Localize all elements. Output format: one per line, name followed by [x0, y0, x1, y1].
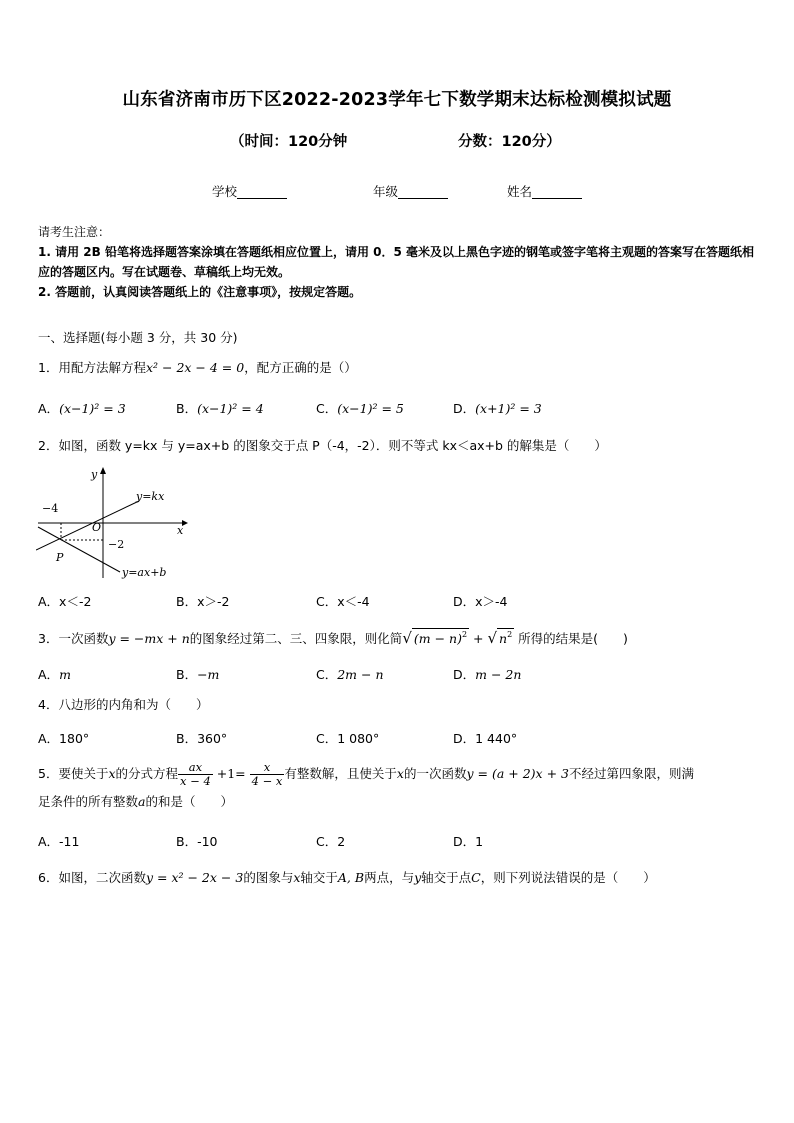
name-field[interactable]: [507, 182, 582, 200]
option-expr: (x−1)² = 3: [59, 401, 126, 416]
label-yaxb: y=ax+b: [122, 566, 167, 579]
q1-option-a[interactable]: [38, 399, 126, 417]
option-letter: C．: [316, 401, 338, 416]
notice-block: [38, 222, 760, 302]
q5-t3: 有整数解，且使关于: [284, 766, 397, 781]
school-label: 学校: [212, 184, 238, 199]
option-expr: (x+1)² = 3: [475, 401, 542, 416]
option-expr: (x−1)² = 4: [197, 401, 264, 416]
name-label: 姓名: [507, 184, 533, 199]
label-origin: O: [92, 521, 102, 534]
label-minus4: −4: [42, 502, 59, 515]
q6-t3: 轴交于: [300, 870, 338, 885]
notice-item-2: 2. 答题前，认真阅读答题纸上的《注意事项》，按规定答题。: [38, 285, 362, 299]
option-letter: D．: [453, 667, 476, 682]
q4-option-c[interactable]: C．1 080°: [316, 731, 380, 746]
y-axis-arrow: [100, 467, 106, 474]
q3-option-d[interactable]: [453, 665, 521, 683]
option-letter: D．: [453, 401, 476, 416]
q5-t4: 的一次函数: [403, 766, 467, 781]
question-2: 2．如图，函数 y=kx 与 y=ax+b 的图象交于点 P（-4，-2）．则不等式 kx＜ax+b 的解集是（ ）: [38, 438, 607, 453]
q2-option-a[interactable]: A．x＜-2: [38, 594, 92, 609]
q6-function: y = x² − 2x − 3: [145, 870, 244, 885]
q3-mid: 的图象经过第二、三、四象限，则化简: [189, 631, 403, 646]
q1-option-b[interactable]: [176, 399, 264, 417]
q1-option-d[interactable]: [453, 399, 542, 417]
q6-t1: 6．如图，二次函数: [38, 870, 146, 885]
q3-function: y = −mx + n: [108, 631, 190, 646]
exam-time: （时间：120分钟: [230, 134, 348, 150]
option-expr: −m: [197, 667, 220, 682]
section-heading: 一、选择题(每小题 3 分，共 30 分): [38, 330, 238, 345]
question-6: 6．如图，二次函数y = x² − 2x − 3的图象与x轴交于A, B两点，与y轴交于点C，则下列说法错误的是（ ）: [38, 870, 656, 885]
q3-radical: √ $(m - n)^2$ + √ $n^2$: [402, 629, 513, 647]
option-expr: 2m − n: [337, 667, 384, 682]
q1-option-c[interactable]: [316, 399, 404, 417]
q5-t5: 不经过第四象限，则满: [568, 766, 694, 781]
label-y: y: [91, 468, 98, 481]
q1-post: ，配方正确的是（）: [244, 360, 357, 375]
label-minus2: −2: [108, 538, 125, 551]
q6-t2: 的图象与: [243, 870, 294, 885]
label-p: P: [56, 551, 64, 564]
question-1: [38, 358, 760, 378]
q2-figure: [36, 464, 196, 582]
q5-option-b[interactable]: B．-10: [176, 834, 218, 849]
q3-option-a[interactable]: [38, 665, 71, 683]
school-field[interactable]: [212, 182, 287, 200]
q3-option-b[interactable]: [176, 665, 219, 683]
q5-option-a[interactable]: A．-11: [38, 834, 80, 849]
name-blank[interactable]: [532, 185, 582, 199]
q4-option-a[interactable]: A．180°: [38, 731, 90, 746]
option-letter: A．: [38, 667, 60, 682]
exam-score: 分数：120分）: [458, 134, 561, 150]
q6-t5: 轴交于点: [421, 870, 472, 885]
option-letter: A．: [38, 401, 60, 416]
q4-option-d[interactable]: D．1 440°: [453, 731, 518, 746]
q2-option-d[interactable]: D．x＞-4: [453, 594, 508, 609]
q3-option-c[interactable]: [316, 665, 384, 683]
notice-item-1: 1. 请用 2B 铅笔将选择题答案涂填在答题纸相应位置上，请用 0．5 毫米及以上黑色字迹的钢笔或签字笔将主观题的答案写在答题纸相应的答题区内。写在试题卷、草稿纸上均无效。: [38, 245, 754, 279]
school-blank[interactable]: [237, 185, 287, 199]
grade-label: 年级: [373, 184, 399, 199]
grade-field[interactable]: [373, 182, 448, 200]
option-letter: B．: [176, 401, 198, 416]
q1-pre: 1．用配方法解方程: [38, 360, 146, 375]
q6-t6: ，则下列说法错误的是（ ）: [480, 870, 656, 885]
question-4: 4．八边形的内角和为（ ）: [38, 697, 209, 712]
question-3: [38, 628, 760, 649]
q2-option-c[interactable]: C．x＜-4: [316, 594, 370, 609]
q5-option-c[interactable]: C．2: [316, 834, 346, 849]
q5-t1: 5．要使关于: [38, 766, 109, 781]
option-expr: m: [59, 667, 71, 682]
q6-t4: 两点，与: [364, 870, 415, 885]
exam-title: 山东省济南市历下区2022-2023学年七下数学期末达标检测模拟试题: [122, 90, 672, 110]
option-expr: m − 2n: [475, 667, 522, 682]
label-x: x: [177, 524, 184, 537]
q3-post: 所得的结果是( ): [518, 631, 628, 646]
q4-option-b[interactable]: B．360°: [176, 731, 228, 746]
q5-option-d[interactable]: D．1: [453, 834, 484, 849]
option-letter: C．: [316, 667, 338, 682]
label-ykx: y=kx: [136, 490, 165, 503]
notice-heading: 请考生注意：: [38, 225, 111, 239]
q5-t2: 的分式方程: [115, 766, 179, 781]
q5-equation: $\frac{ax}{x - 4}$ +1= $\frac{x}{4 - x}$: [180, 760, 283, 788]
grade-blank[interactable]: [398, 185, 448, 199]
option-letter: B．: [176, 667, 198, 682]
q2-option-b[interactable]: B．x＞-2: [176, 594, 230, 609]
q5-function: y = (a + 2)x + 3: [466, 766, 569, 781]
question-5: 5．要使关于x的分式方程 $\frac{ax}{x - 4}$ +1= $\frac{x}{4 - x}$ 有整数解，且使关于x的一次函数y = (a + 2)x + 3不经过第四象限，则满 足条件的所有整数a的和是（ ）: [38, 760, 694, 809]
q5-t7: 的和是（ ）: [145, 794, 233, 809]
q1-equation: x² − 2x − 4 = 0: [145, 360, 245, 375]
q5-t6: 足条件的所有整数: [38, 794, 139, 809]
option-expr: (x−1)² = 5: [337, 401, 404, 416]
q3-pre: 3．一次函数: [38, 631, 109, 646]
